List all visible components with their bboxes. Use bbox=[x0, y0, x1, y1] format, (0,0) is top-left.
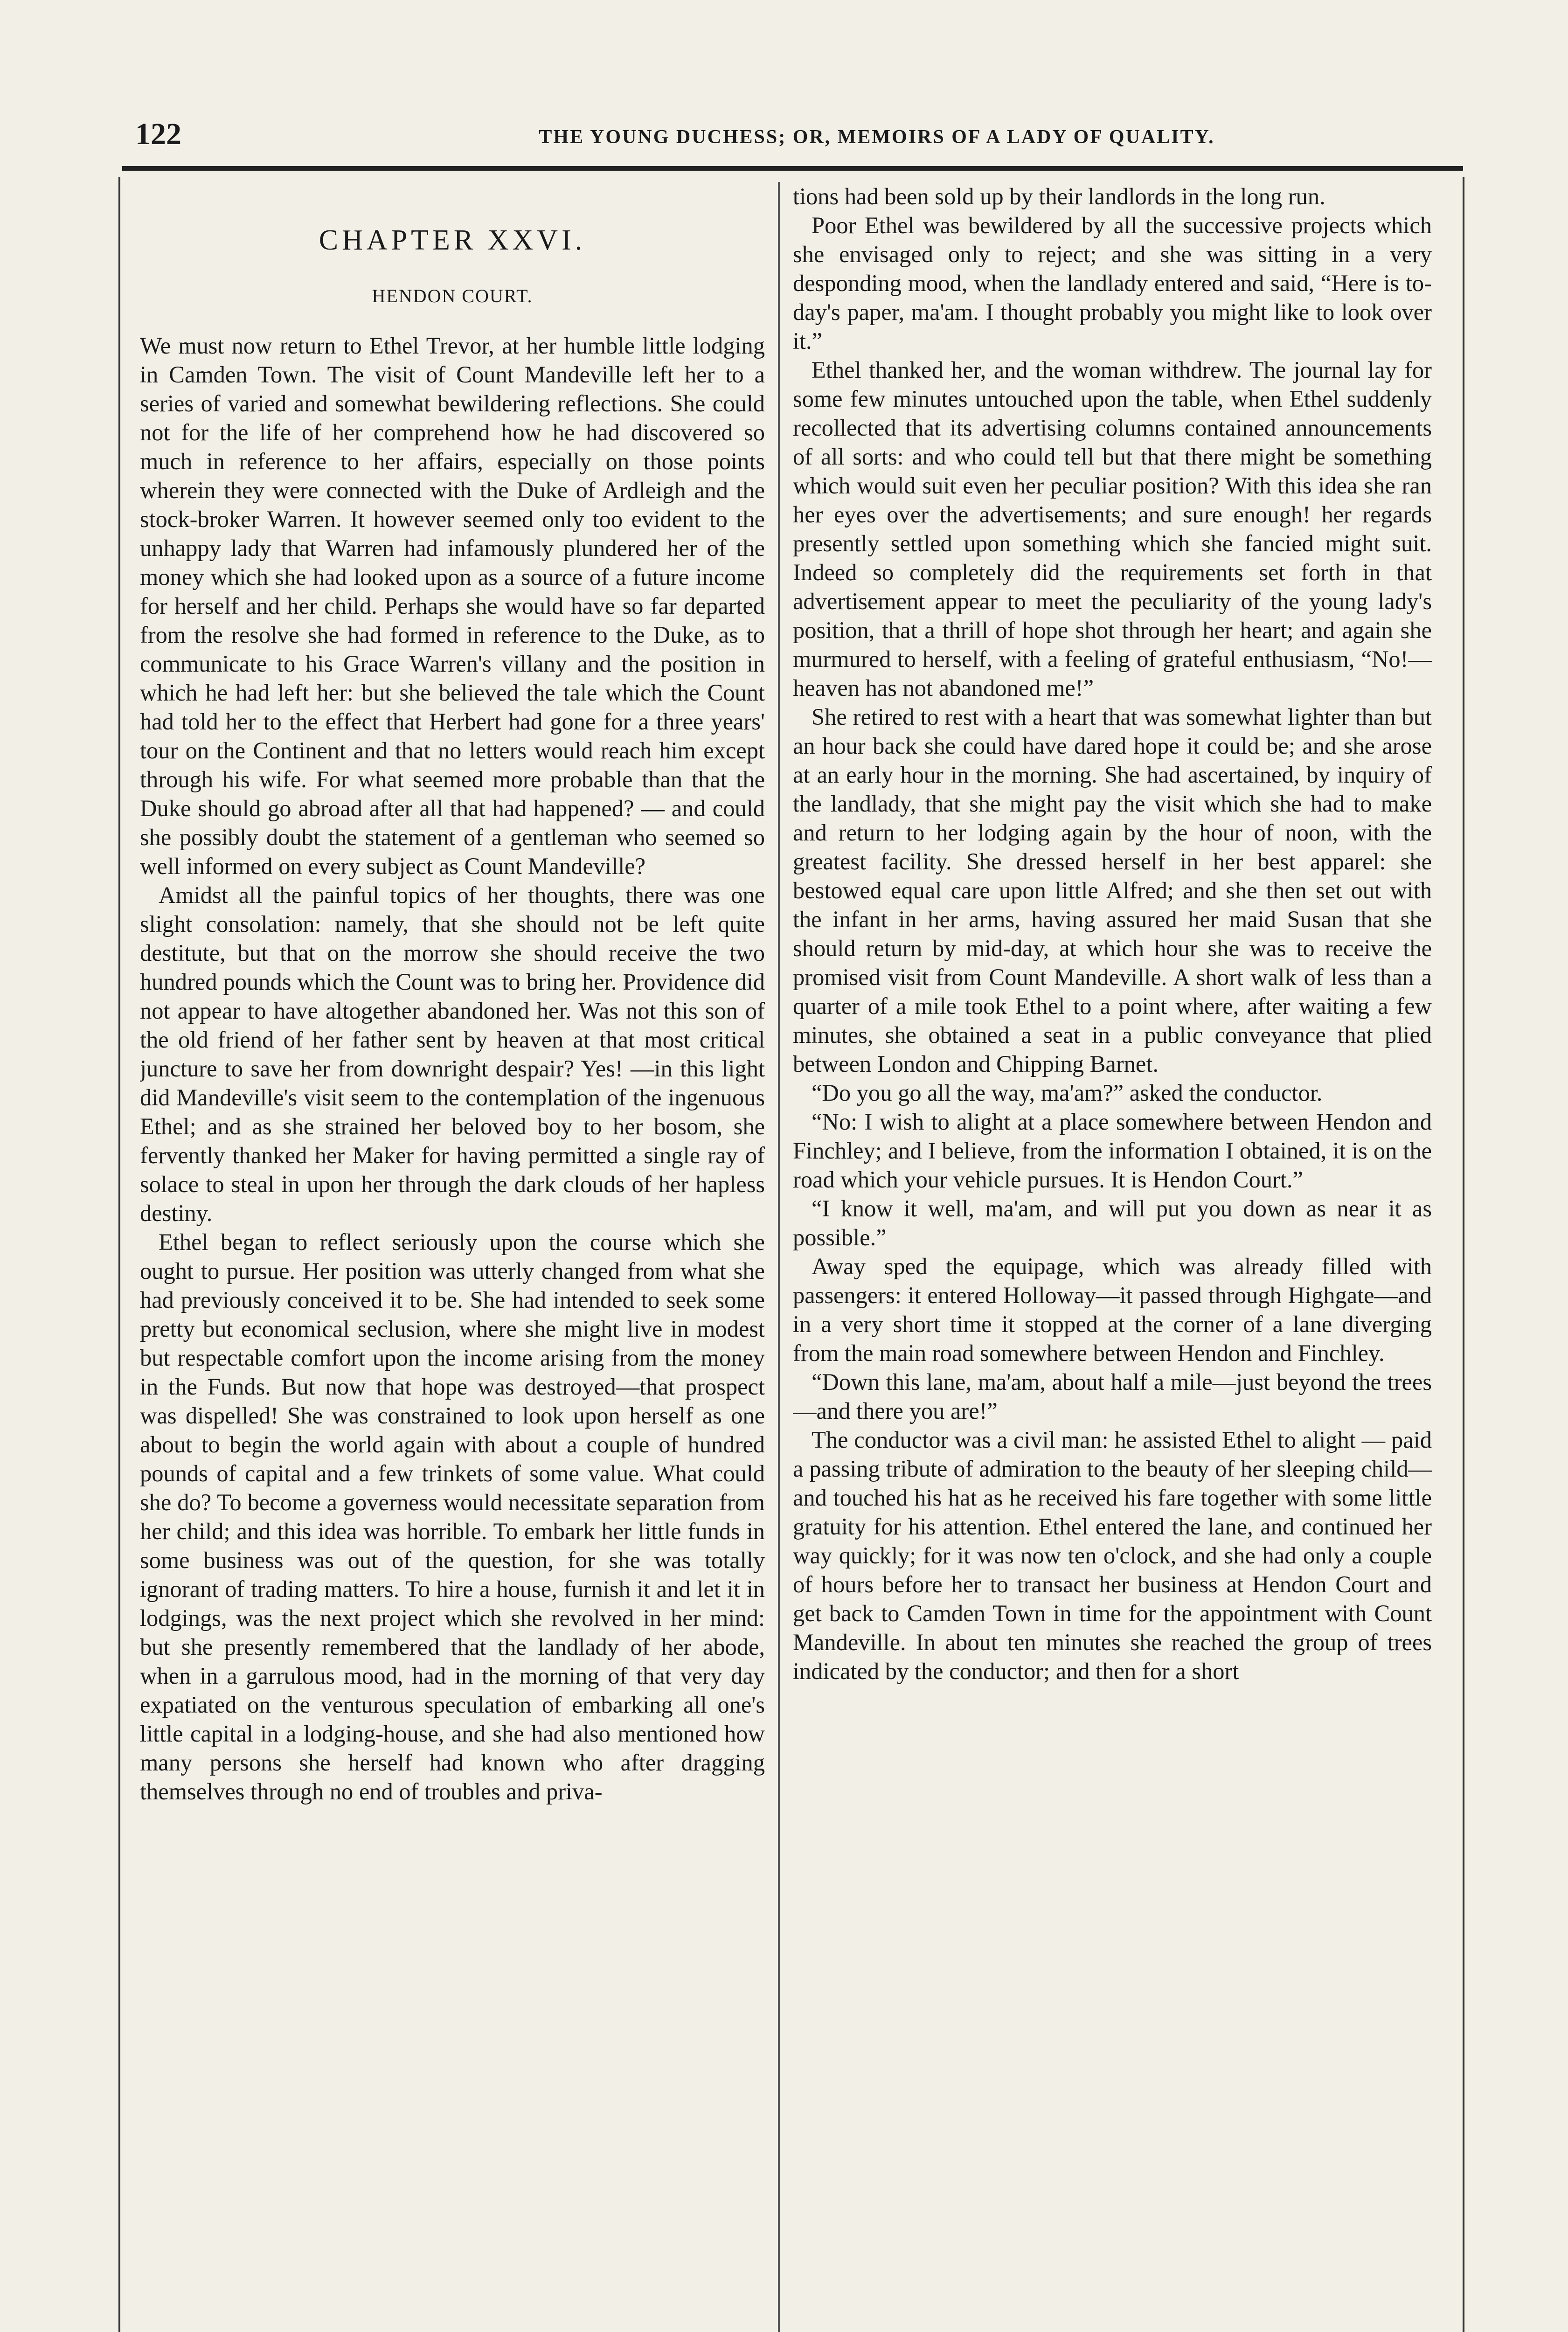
paragraph: Away sped the equipage, which was already filled with passengers: it entered Holloway—it passed through Highgate—and in a very short time it stopped at the corner of a lane diverging from the main road somewhere between Hendon and Finchley. bbox=[793, 1253, 1432, 1366]
left-border-rule bbox=[118, 177, 120, 2332]
paragraph: “Down this lane, ma'am, about half a mile—just beyond the trees—and there you are!” bbox=[793, 1369, 1432, 1424]
paragraph: Ethel thanked her, and the woman withdrew. The journal lay for some few minutes untouched upon the table, when Ethel suddenly recollected that its advertising columns contained announcements of all sorts: and who could tell but that there might be something which would suit even her peculiar position? With this idea she ran her eyes over the advertisements; and sure enough! her regards presently settled upon something which she fancied might suit. Indeed so completely did the requirements set forth in that advertisement appear to meet the peculiarity of the young lady's position, that a thrill of hope shot through her heart; and again she murmured to herself, with a feeling of grateful enthusiasm, “No!—heaven has not abandoned me!” bbox=[793, 357, 1432, 701]
chapter-title: CHAPTER XXVI. bbox=[319, 224, 586, 256]
column-divider bbox=[778, 182, 780, 2332]
paragraph: Amidst all the painful topics of her thoughts, there was one slight consolation: namely, that she should not be left quite destitute, but that on the morrow she should receive the two hundred pounds which the Count was to bring her. Providence did not appear to have altogether abandoned her. Was not this son of the old friend of her father sent by heaven at that most critical juncture to save her from downright despair? Yes! —in this light did Mandeville's visit seem to the contemplation of the ingenuous Ethel; and as she strained her beloved boy to her bosom, she fervently thanked her Maker for having permitted a single ray of solace to steal in upon her through the dark clouds of her hapless destiny. bbox=[140, 882, 765, 1226]
running-title: THE YOUNG DUCHESS; OR, MEMOIRS OF A LADY OF QUALITY. bbox=[539, 126, 1215, 148]
page-header bbox=[135, 117, 1450, 159]
section-title: HENDON COURT. bbox=[372, 285, 533, 306]
paragraph: The conductor was a civil man: he assisted Ethel to alight — paid a passing tribute of admiration to the beauty of her sleeping child—and touched his hat as he received his fare together with some little gratuity for his attention. Ethel entered the lane, and continued her way quickly; for it was now ten o'clock, and she had only a couple of hours before her to transact her business at Hendon Court and get back to Camden Town in time for the appointment with Count Mandeville. In about ten minutes she reached the group of trees indicated by the conductor; and then for a short bbox=[793, 1427, 1432, 1684]
right-column bbox=[793, 182, 1432, 2332]
paragraph: We must now return to Ethel Trevor, at her humble little lodging in Camden Town. The visit of Count Mandeville left her to a series of varied and somewhat bewildering reflections. She could not for the life of her comprehend how he had discovered so much in reference to her affairs, especially on those points wherein they were connected with the Duke of Ardleigh and the stock-broker Warren. It however seemed only too evident to the unhappy lady that Warren had infamously plundered her of the money which she had looked upon as a source of a future income for herself and her child. Perhaps she would have so far departed from the resolve she had formed in reference to the Duke, as to communicate to his Grace Warren's villany and the position in which he had left her: but she believed the tale which the Count had told her to the effect that Herbert had gone for a three years' tour on the Continent and that no letters would reach him except through his wife. For what seemed more probable than that the Duke should go abroad after all that had happened? — and could she possibly doubt the statement of a gentleman who seemed so well informed on every subject as Count Mandeville? bbox=[140, 333, 765, 879]
right-border-rule bbox=[1463, 177, 1464, 2332]
paragraph: tions had been sold up by their landlords in the long run. bbox=[793, 183, 1325, 209]
paragraph: “Do you go all the way, ma'am?” asked the conductor. bbox=[812, 1080, 1323, 1106]
header-rule bbox=[122, 166, 1463, 171]
paragraph: Ethel began to reflect seriously upon the course which she ought to pursue. Her position was utterly changed from what she had previously conceived it to be. She had intended to seek some pretty but economical seclusion, where she might live in modest but respectable comfort upon the income arising from the money in the Funds. But now that hope was destroyed—that prospect was dispelled! She was constrained to look upon herself as one about to begin the world again with about a couple of hundred pounds of capital and a few trinkets of some value. What could she do? To become a governess would necessitate separation from her child; and this idea was horrible. To embark her little funds in some business was out of the question, for she was totally ignorant of trading matters. To hire a house, furnish it and let it in lodgings, was the next project which she revolved in her mind: but she presently remembered that the landlady of her abode, when in a garrulous mood, had in the morning of that very day expatiated on the venturous speculation of embarking all one's little capital in a lodging-house, and she had also mentioned how many persons she herself had known who after dragging themselves through no end of troubles and priva- bbox=[140, 1229, 765, 1805]
paragraph: Poor Ethel was bewildered by all the successive projects which she envisaged only to reject; and she was sitting in a very desponding mood, when the landlady entered and said, “Here is to-day's paper, ma'am. I thought probably you might like to look over it.” bbox=[793, 212, 1432, 354]
paragraph: She retired to rest with a heart that was somewhat lighter than but an hour back she could have dared hope it could be; and she arose at an early hour in the morning. She had ascertained, by inquiry of the landlady, that she might pay the visit which she had to make and return to her lodging again by the hour of noon, with the greatest facility. She dressed herself in her best apparel: she bestowed equal care upon little Alfred; and she then set out with the infant in her arms, having assured her maid Susan that she should return by mid-day, at which hour she was to receive the promised visit from Count Mandeville. A short walk of less than a quarter of a mile took Ethel to a point where, after waiting a few minutes, she obtained a seat in a public conveyance that plied between London and Chipping Barnet. bbox=[793, 704, 1432, 1077]
left-column bbox=[140, 182, 765, 2332]
paragraph: “I know it well, ma'am, and will put you down as near it as possible.” bbox=[793, 1195, 1432, 1250]
paragraph: “No: I wish to alight at a place somewhere between Hendon and Finchley; and I believe, from the information I obtained, it is on the road which your vehicle pursues. It is Hendon Court.” bbox=[793, 1109, 1432, 1193]
page-number: 122 bbox=[135, 117, 181, 151]
